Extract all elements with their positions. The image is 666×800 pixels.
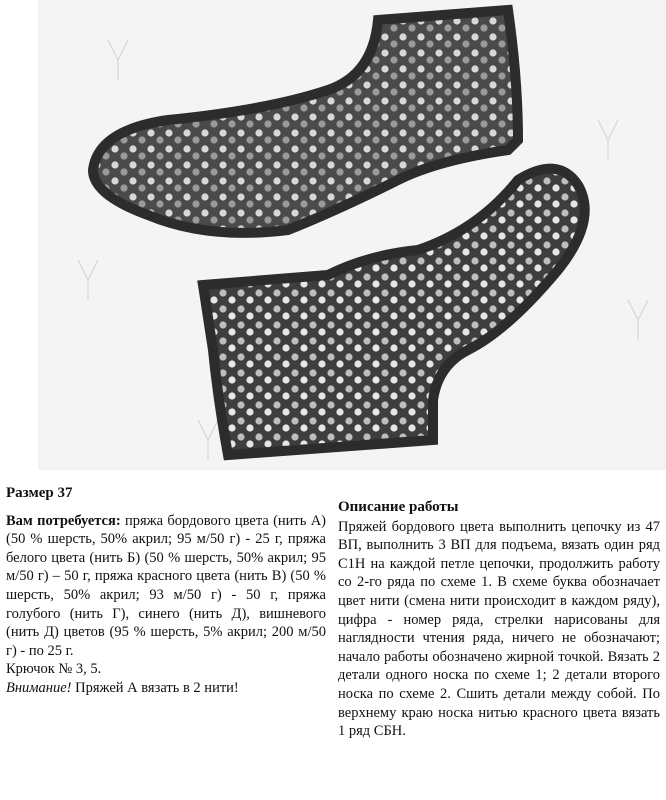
work-description-text: Пряжей бордового цвета выполнить цепочку из 47 ВП, выполнить 3 ВП для подъема, вязать один ряд С1Н на каждой петле цепочки, продолжить работу со 2-го ряда по схеме 1. В схеме буква обозначает цвет нити (смена нити происходит в каждом ряду), цифра - номер ряда, стрелки нарисованы для наглядности чтения ряда, ничего не обозначают; начало работы обозначено жирной точкой. Вязать 2 детали одного носка по схеме 1; 2 детали второго носка по схеме 2. Сшить детали между собой. По верхнему краю носка нитью красного цвета вязать 1 ряд СБН. — [338, 518, 660, 740]
hook-line: Крючок № 3, 5. — [6, 661, 102, 678]
attention-text: Пряжей А вязать в 2 нити! — [71, 679, 239, 696]
size-title: Размер 37 — [6, 485, 73, 501]
left-column — [6, 484, 326, 698]
materials-text: пряжа бордового цвета (нить А) (50 % шерсть, 50% акрил; 95 м/50 г) - 25 г, пряжа белого цвета (нить Б) (50 % шерсть, 50% акрил; 95 м/50 г) – 50 г, пряжа красного цвета (нить В) (50 % шерсть, 50% акрил; 93 м/50 г) - 50 г, пряжа голубого (нить Г), синего (нить Д), вишневого (нить Д) цветов (95 % шерсть, 5% акрил; 200 м/50 г) - по 25 г. — [6, 512, 326, 659]
materials-label: Вам потребуется: — [6, 512, 121, 529]
materials-paragraph — [6, 512, 326, 661]
attention-line — [6, 679, 326, 698]
socks-photo — [38, 0, 666, 470]
right-column — [338, 498, 660, 741]
attention-label: Внимание! — [6, 679, 72, 696]
work-description-heading: Описание работы — [338, 499, 459, 515]
top-sock — [93, 10, 518, 233]
